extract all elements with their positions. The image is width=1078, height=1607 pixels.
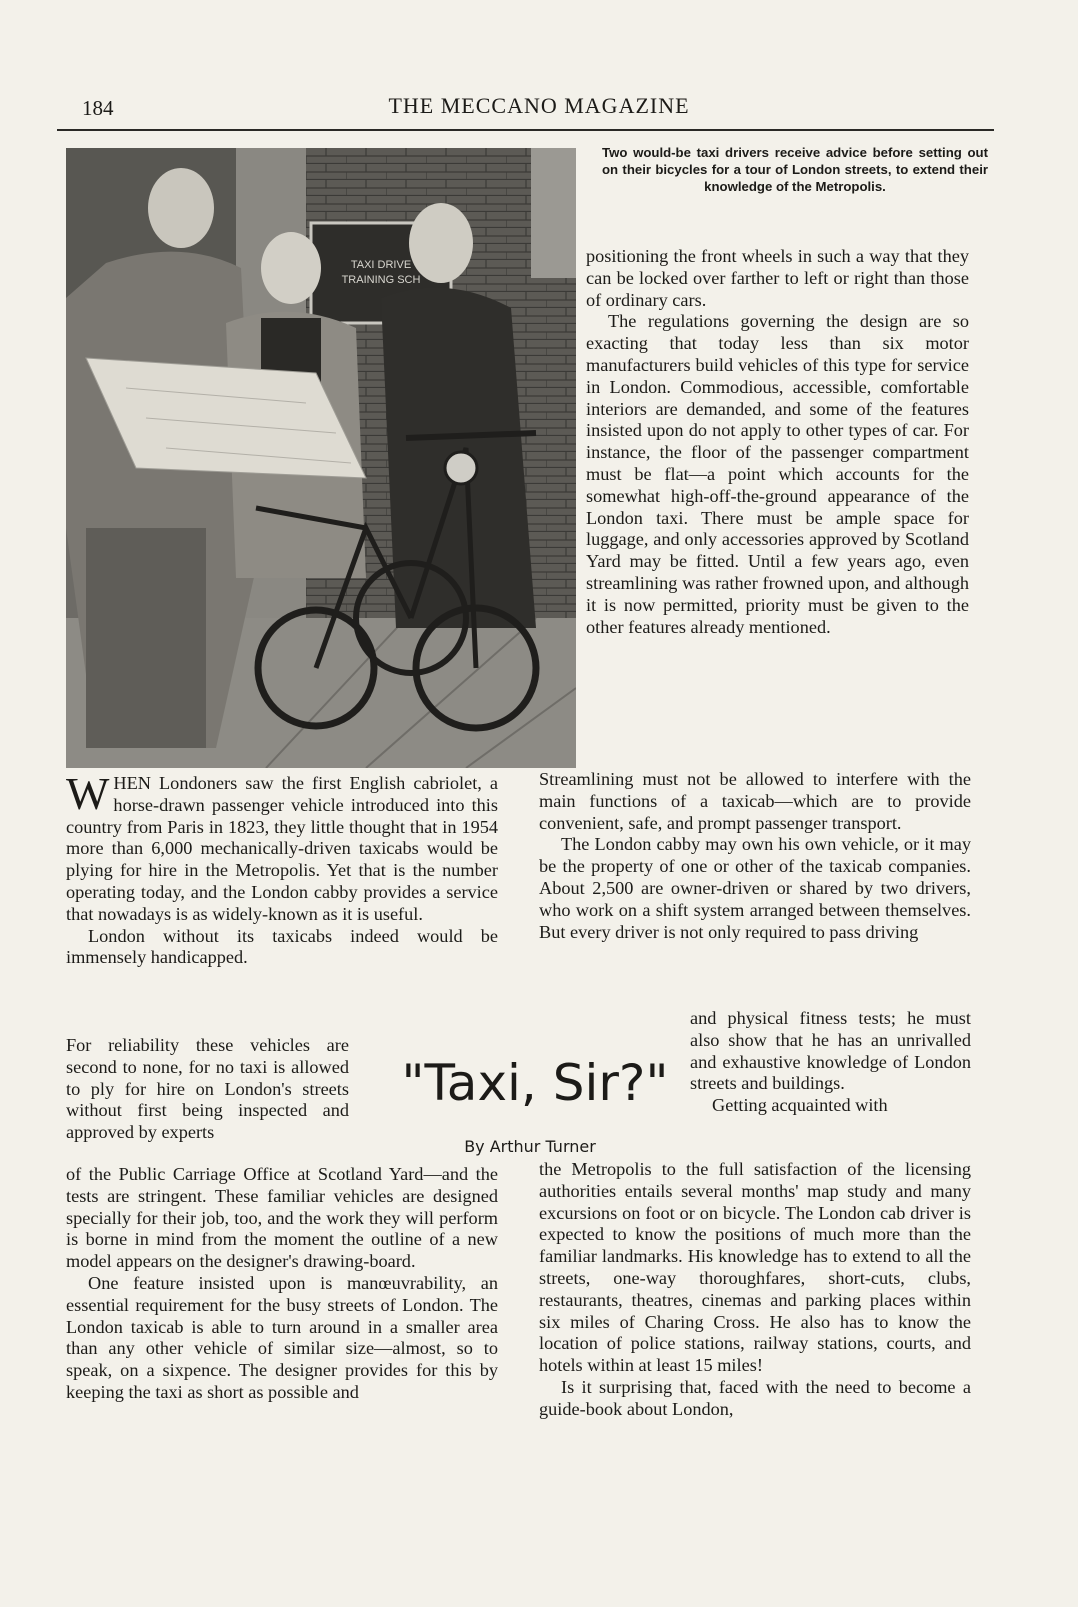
paragraph: Getting acquainted with	[712, 1095, 888, 1116]
paragraph: positioning the front wheels in such a way that they can be locked over farther to left or right than those of ordinary cars.	[586, 246, 969, 310]
left-column-narrow	[66, 1035, 349, 1144]
paragraph-text: HEN Londoners saw the first English cabriolet, a horse-drawn passenger vehicle introduced into this country from Paris in 1823, they little thought that in 1954 more than 6,000 mechanically-driven taxicabs would be plying for hire in the Metropolis. Yet that is the number operating today, and the London cabby provides a service that nowadays is as widely-known as it is useful.	[66, 773, 498, 924]
right-column-top	[586, 246, 969, 638]
sign-text-line1: TAXI DRIVE	[350, 259, 412, 271]
paragraph: For reliability these vehicles are second to none, for no taxi is allowed to ply for hire on London's streets without first being inspected and approved by experts	[66, 1035, 349, 1143]
right-column-bottom	[539, 1159, 971, 1421]
header-rule	[57, 129, 994, 131]
drop-cap: W	[66, 768, 110, 819]
left-column-top	[66, 768, 498, 969]
photo-caption: Two would-be taxi drivers receive advice before setting out on their bicycles for a tour of London streets, to extend their knowledge of the Metropolis.	[602, 145, 988, 194]
paragraph: Streamlining must not be allowed to interfere with the main functions of a taxicab—which are to provide convenient, safe, and prompt passenger transport.	[539, 769, 971, 833]
article-photo	[66, 148, 576, 768]
paragraph: of the Public Carriage Office at Scotland Yard—and the tests are stringent. These familiar vehicles are designed specially for their job, too, and the work they will perform is borne in mind from the moment the outline of a new model appears on the designer's drawing-board.	[66, 1164, 498, 1272]
photo-illustration	[66, 148, 576, 768]
paragraph: and physical fitness tests; he must also show that he has an unrivalled and exhaustive knowledge of London streets and buildings.	[690, 1008, 971, 1094]
sign-text-line2: TRAINING SCH	[341, 274, 421, 286]
paragraph: London without its taxicabs indeed would be immensely handicapped.	[66, 925, 498, 968]
paragraph: The regulations governing the design are so exacting that today less than six motor manufacturers build vehicles of this type for service in London. Commodious, accessible, comfortable interiors are demanded, and some of the features insisted upon do not apply to other types of car. For instance, the floor of the passenger compartment must be flat—a point which accounts for the somewhat high-off-the-ground appearance of the London taxi. There must be ample space for luggage, and only accessories approved by Scotland Yard may be fitted. Until a few years ago, even streamlining was rather frowned upon, and although it is now permitted, priority must be given to the other features already mentioned.	[586, 311, 969, 637]
article-headline: "Taxi, Sir?"	[401, 1054, 669, 1112]
right-column-narrow	[690, 1008, 971, 1117]
paragraph: The London cabby may own his own vehicle, or it may be the property of one or other of the taxicab companies. About 2,500 are owner-driven or shared by two drivers, who work on a shift system arranged between themselves. But every driver is not only required to pass driving	[539, 834, 971, 942]
paragraph: One feature insisted upon is manœuvrability, an essential requirement for the busy streets of London. The London taxicab is able to turn around in a smaller area than any other vehicle of similar size—almost, so to speak, on a sixpence. The designer provides for this by keeping the taxi as short as possible and	[66, 1272, 498, 1402]
magazine-title: THE MECCANO MAGAZINE	[388, 93, 690, 118]
page-number: 184	[82, 96, 114, 120]
opening-paragraph	[66, 768, 498, 926]
article-byline: By Arthur Turner	[464, 1137, 596, 1156]
paragraph: Is it surprising that, faced with the need to become a guide-book about London,	[539, 1376, 971, 1419]
left-column-bottom	[66, 1164, 498, 1404]
right-column-middle	[539, 769, 971, 943]
paragraph: the Metropolis to the full satisfaction of the licensing authorities entails several months' map study and many excursions on foot or on bicycle. The London cab driver is expected to know the positions of much more than the familiar landmarks. His knowledge has to extend to all the streets, one-way thoroughfares, short-cuts, clubs, restaurants, theatres, cinemas and parking places within six miles of Charing Cross. He also has to know the location of police stations, railway stations, courts, and hotels within at least 15 miles!	[539, 1159, 971, 1376]
